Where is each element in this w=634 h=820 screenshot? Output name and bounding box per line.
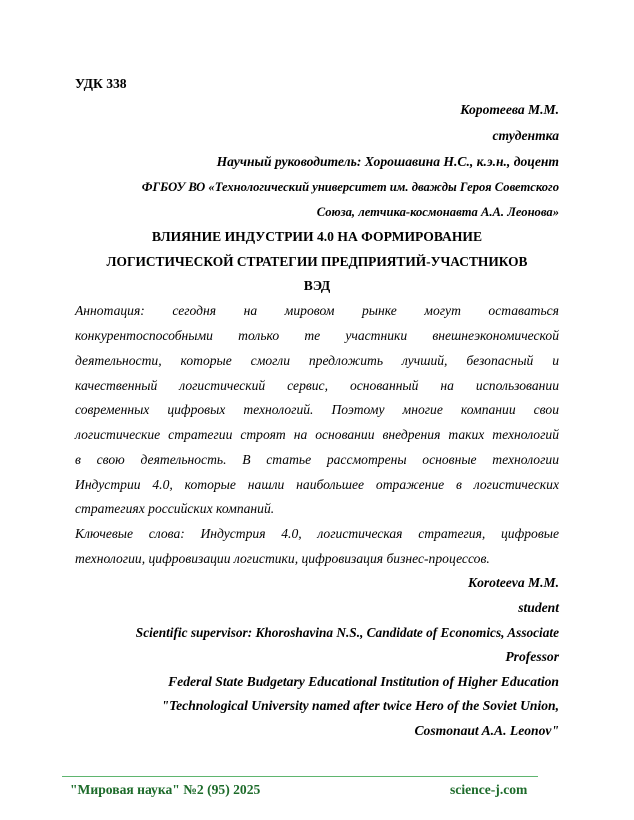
abstract-line-4: качественный логистический сервис, основанный на использовании [75, 378, 559, 393]
keywords-line-2: технологии, цифровизации логистики, цифровизация бизнес-процессов. [75, 551, 490, 566]
udk-label: УДК 338 [75, 76, 127, 91]
author-name-ru: Коротеева М.М. [460, 102, 559, 117]
author-name-en: Koroteeva M.M. [468, 575, 559, 590]
author-role-ru: студентка [492, 128, 559, 143]
author-role-en: student [518, 600, 559, 615]
supervisor-en-line1: Scientific supervisor: Khoroshavina N.S., Candidate of Economics, Associate [135, 625, 559, 640]
abstract-line-6: логистические стратегии строят на основании внедрения таких технологий [75, 427, 559, 442]
abstract-line-9: стратегиях российских компаний. [75, 501, 275, 516]
abstract-line-8: Индустрии 4.0, которые нашли наибольшее отражение в логистических [75, 477, 559, 492]
abstract-line-1: Аннотация: сегодня на мировом рынке могут оставаться [75, 303, 559, 318]
affiliation-en-line3: Cosmonaut A.A. Leonov" [414, 723, 559, 738]
affiliation-en-line1: Federal State Budgetary Educational Institution of Higher Education [168, 674, 559, 689]
keywords-line-1: Ключевые слова: Индустрия 4.0, логистическая стратегия, цифровые [75, 526, 559, 541]
title-line-1: ВЛИЯНИЕ ИНДУСТРИИ 4.0 НА ФОРМИРОВАНИЕ [151, 229, 483, 244]
abstract-line-3: деятельности, которые смогли предложить лучший, безопасный и [75, 353, 559, 368]
abstract-line-5: современных цифровых технологий. Поэтому многие компании свои [75, 402, 559, 417]
site-link[interactable]: science-j.com [450, 782, 528, 797]
abstract-line-2: конкурентоспособными только те участники внешнеэкономической [75, 328, 559, 343]
affiliation-en-line2: "Technological University named after twice Hero of the Soviet Union, [161, 698, 559, 713]
footer-divider [62, 776, 538, 777]
affiliation-ru-line1: ФГБОУ ВО «Технологический университет им. дважды Героя Советского [141, 180, 559, 194]
affiliation-ru-line2: Союза, летчика-космонавта А.А. Леонова» [316, 205, 559, 219]
abstract-line-7: в свою деятельность. В статье рассмотрены основные технологии [75, 452, 559, 467]
title-line-2: ЛОГИСТИЧЕСКОЙ СТРАТЕГИИ ПРЕДПРИЯТИЙ-УЧАСТНИКОВ [106, 254, 528, 269]
journal-footer: "Мировая наука" №2 (95) 2025 [70, 782, 261, 797]
supervisor-ru: Научный руководитель: Хорошавина Н.С., к.э.н., доцент [216, 154, 559, 169]
title-line-3: ВЭД [303, 278, 331, 293]
supervisor-en-line2: Professor [505, 649, 559, 664]
